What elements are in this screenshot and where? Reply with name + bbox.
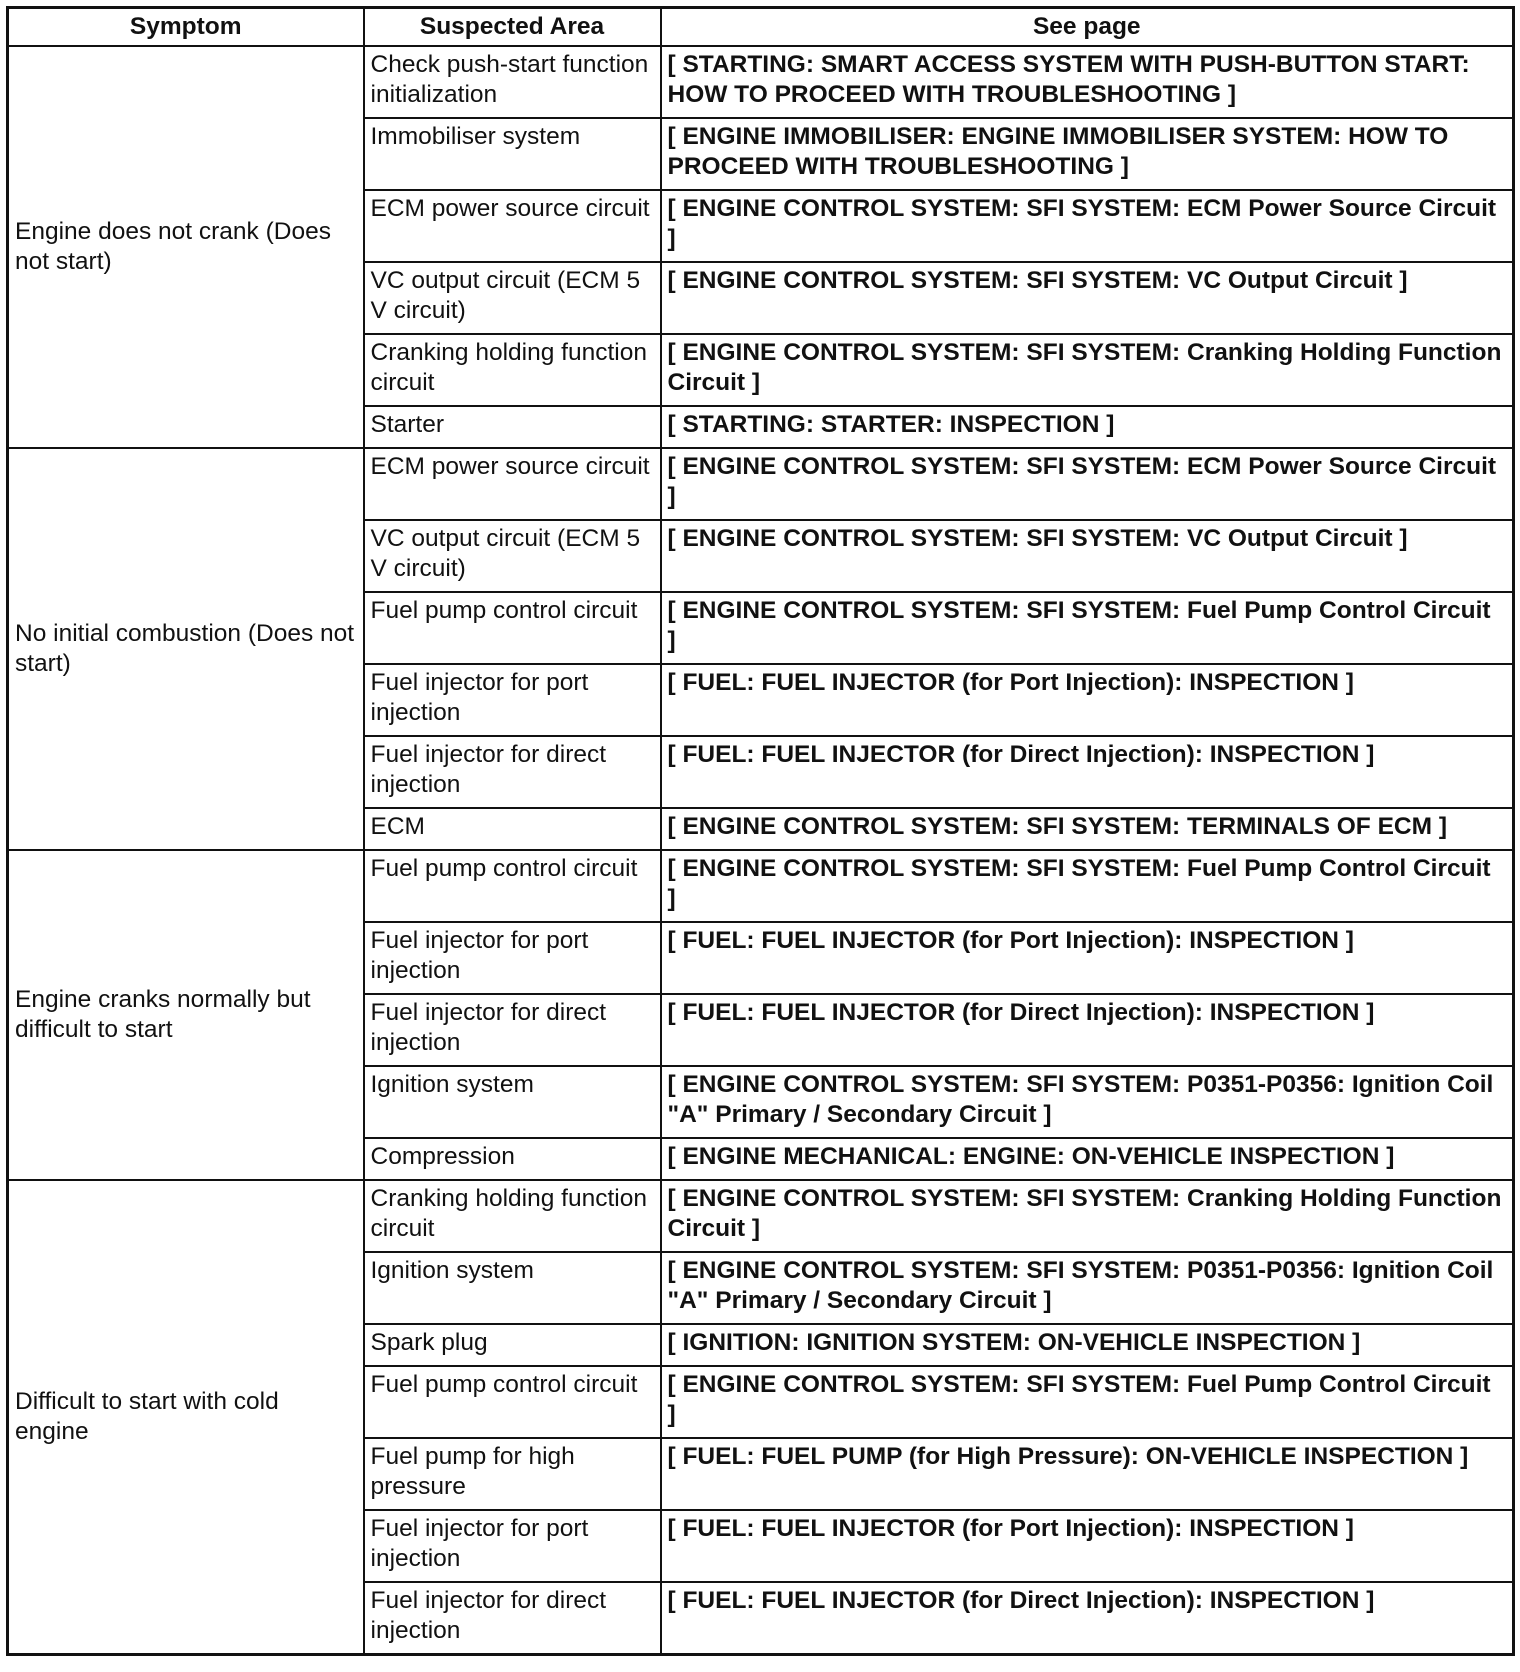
see-page-reference[interactable]: [ ENGINE CONTROL SYSTEM: SFI SYSTEM: Cranking Holding Function Circuit ]	[661, 334, 1514, 406]
suspected-area-cell: VC output circuit (ECM 5 V circuit)	[364, 262, 661, 334]
header-symptom: Symptom	[8, 8, 364, 47]
see-page-reference[interactable]: [ FUEL: FUEL INJECTOR (for Direct Injection): INSPECTION ]	[661, 994, 1514, 1066]
suspected-area-cell: Fuel pump control circuit	[364, 1366, 661, 1438]
see-page-reference[interactable]: [ ENGINE CONTROL SYSTEM: SFI SYSTEM: Fuel Pump Control Circuit ]	[661, 1366, 1514, 1438]
suspected-area-cell: Fuel injector for port injection	[364, 922, 661, 994]
suspected-area-cell: Fuel pump control circuit	[364, 850, 661, 922]
see-page-reference[interactable]: [ FUEL: FUEL INJECTOR (for Port Injection): INSPECTION ]	[661, 1510, 1514, 1582]
table-row	[8, 1180, 1514, 1252]
see-page-reference[interactable]: [ FUEL: FUEL INJECTOR (for Direct Injection): INSPECTION ]	[661, 1582, 1514, 1654]
suspected-area-cell: Ignition system	[364, 1252, 661, 1324]
see-page-reference[interactable]: [ ENGINE CONTROL SYSTEM: SFI SYSTEM: VC Output Circuit ]	[661, 520, 1514, 592]
suspected-area-cell: VC output circuit (ECM 5 V circuit)	[364, 520, 661, 592]
suspected-area-cell: Immobiliser system	[364, 118, 661, 190]
suspected-area-cell: Fuel injector for direct injection	[364, 1582, 661, 1654]
see-page-reference[interactable]: [ ENGINE CONTROL SYSTEM: SFI SYSTEM: TERMINALS OF ECM ]	[661, 808, 1514, 850]
see-page-reference[interactable]: [ ENGINE CONTROL SYSTEM: SFI SYSTEM: VC Output Circuit ]	[661, 262, 1514, 334]
suspected-area-cell: Ignition system	[364, 1066, 661, 1138]
table-header	[8, 8, 1514, 47]
see-page-reference[interactable]: [ ENGINE CONTROL SYSTEM: SFI SYSTEM: ECM Power Source Circuit ]	[661, 448, 1514, 520]
see-page-reference[interactable]: [ ENGINE CONTROL SYSTEM: SFI SYSTEM: Fuel Pump Control Circuit ]	[661, 850, 1514, 922]
suspected-area-cell: Fuel injector for port injection	[364, 664, 661, 736]
suspected-area-cell: Cranking holding function circuit	[364, 1180, 661, 1252]
suspected-area-cell: ECM power source circuit	[364, 448, 661, 520]
see-page-reference[interactable]: [ FUEL: FUEL INJECTOR (for Port Injection): INSPECTION ]	[661, 922, 1514, 994]
suspected-area-cell: Check push-start function initialization	[364, 46, 661, 118]
suspected-area-cell: Fuel injector for port injection	[364, 1510, 661, 1582]
suspected-area-cell: Spark plug	[364, 1324, 661, 1366]
table-body	[8, 46, 1514, 1654]
suspected-area-cell: Fuel pump control circuit	[364, 592, 661, 664]
suspected-area-cell: Fuel injector for direct injection	[364, 736, 661, 808]
see-page-reference[interactable]: [ ENGINE CONTROL SYSTEM: SFI SYSTEM: P0351-P0356: Ignition Coil "A" Primary / Secondary Circuit ]	[661, 1066, 1514, 1138]
see-page-reference[interactable]: [ STARTING: STARTER: INSPECTION ]	[661, 406, 1514, 448]
see-page-reference[interactable]: [ FUEL: FUEL INJECTOR (for Direct Injection): INSPECTION ]	[661, 736, 1514, 808]
symptom-cell: Engine does not crank (Does not start)	[8, 46, 364, 448]
suspected-area-cell: Starter	[364, 406, 661, 448]
suspected-area-cell: Fuel injector for direct injection	[364, 994, 661, 1066]
see-page-reference[interactable]: [ ENGINE CONTROL SYSTEM: SFI SYSTEM: Cranking Holding Function Circuit ]	[661, 1180, 1514, 1252]
header-see-page: See page	[661, 8, 1514, 47]
see-page-reference[interactable]: [ FUEL: FUEL INJECTOR (for Port Injection): INSPECTION ]	[661, 664, 1514, 736]
suspected-area-cell: Fuel pump for high pressure	[364, 1438, 661, 1510]
symptom-cell: Difficult to start with cold engine	[8, 1180, 364, 1654]
symptom-table	[6, 6, 1515, 1656]
see-page-reference[interactable]: [ FUEL: FUEL PUMP (for High Pressure): ON-VEHICLE INSPECTION ]	[661, 1438, 1514, 1510]
suspected-area-cell: ECM	[364, 808, 661, 850]
suspected-area-cell: ECM power source circuit	[364, 190, 661, 262]
header-suspected-area: Suspected Area	[364, 8, 661, 47]
troubleshooting-table-sheet	[6, 6, 1512, 1656]
table-row	[8, 850, 1514, 922]
table-row	[8, 448, 1514, 520]
see-page-reference[interactable]: [ ENGINE CONTROL SYSTEM: SFI SYSTEM: P0351-P0356: Ignition Coil "A" Primary / Secondary Circuit ]	[661, 1252, 1514, 1324]
symptom-cell: Engine cranks normally but difficult to start	[8, 850, 364, 1180]
suspected-area-cell: Cranking holding function circuit	[364, 334, 661, 406]
table-row	[8, 46, 1514, 118]
header-row	[8, 8, 1514, 47]
see-page-reference[interactable]: [ ENGINE CONTROL SYSTEM: SFI SYSTEM: ECM Power Source Circuit ]	[661, 190, 1514, 262]
symptom-cell: No initial combustion (Does not start)	[8, 448, 364, 850]
see-page-reference[interactable]: [ IGNITION: IGNITION SYSTEM: ON-VEHICLE INSPECTION ]	[661, 1324, 1514, 1366]
see-page-reference[interactable]: [ ENGINE IMMOBILISER: ENGINE IMMOBILISER SYSTEM: HOW TO PROCEED WITH TROUBLESHOOTING ]	[661, 118, 1514, 190]
suspected-area-cell: Compression	[364, 1138, 661, 1180]
see-page-reference[interactable]: [ ENGINE MECHANICAL: ENGINE: ON-VEHICLE INSPECTION ]	[661, 1138, 1514, 1180]
see-page-reference[interactable]: [ ENGINE CONTROL SYSTEM: SFI SYSTEM: Fuel Pump Control Circuit ]	[661, 592, 1514, 664]
see-page-reference[interactable]: [ STARTING: SMART ACCESS SYSTEM WITH PUSH-BUTTON START: HOW TO PROCEED WITH TROUBLESHOOTING ]	[661, 46, 1514, 118]
